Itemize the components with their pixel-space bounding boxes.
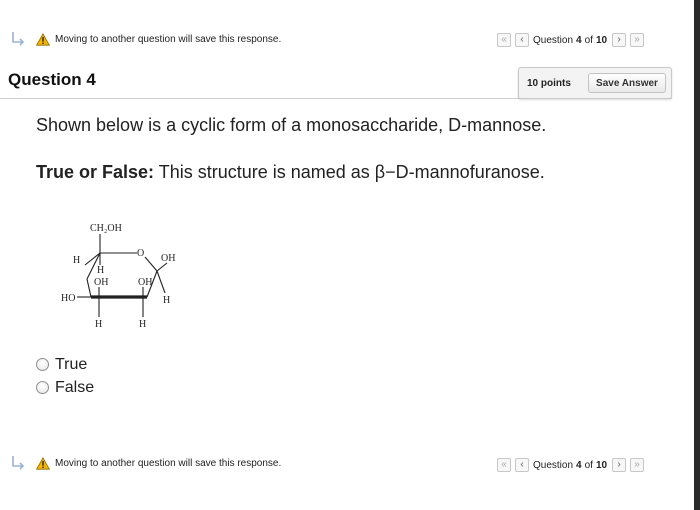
radio-false[interactable]	[36, 381, 49, 394]
question-counter: Question 4 of 10	[533, 34, 608, 46]
points-label: 10 points	[527, 78, 571, 89]
radio-true[interactable]	[36, 358, 49, 371]
oh-inner-left-label: OH	[94, 277, 109, 288]
bottom-save-notice	[10, 452, 281, 474]
option-false-label: False	[55, 378, 95, 396]
h-bottom-left-label: H	[95, 319, 103, 330]
next-question-button[interactable]: ›	[612, 33, 626, 47]
return-arrow-icon	[10, 455, 26, 471]
option-true[interactable]	[36, 353, 94, 376]
points-panel	[518, 67, 672, 99]
previous-question-button[interactable]: ‹	[515, 458, 529, 472]
h-bottom-right-label: H	[139, 319, 147, 330]
question-sentence-1: Shown below is a cyclic form of a monosaccharide, D-mannose.	[36, 115, 547, 135]
ring-oxygen-label: O	[137, 248, 145, 259]
first-question-button[interactable]: «	[497, 33, 511, 47]
question-title: Question 4	[8, 70, 96, 89]
question-counter: Question 4 of 10	[533, 459, 608, 471]
question-nav-bottom	[497, 458, 644, 472]
h-top-left-label: H	[73, 255, 81, 266]
option-false[interactable]	[36, 376, 94, 399]
save-notice-text: Moving to another question will save this response.	[55, 457, 282, 469]
save-answer-button[interactable]: Save Answer	[588, 73, 666, 93]
h-right-label: H	[163, 295, 171, 306]
true-false-label: True or False:	[36, 162, 155, 182]
mannofuranose-structure	[55, 215, 195, 335]
top-save-notice	[10, 28, 281, 50]
question-sentence-2: True or False: This structure is named as β−D-mannofuranose.	[36, 162, 545, 182]
oh-inner-right-label: OH	[138, 277, 153, 288]
last-question-button[interactable]: »	[630, 458, 644, 472]
question-header	[0, 66, 672, 99]
answer-options	[36, 353, 94, 399]
return-arrow-icon	[10, 31, 26, 47]
question-nav-top	[497, 33, 644, 47]
warning-icon	[36, 457, 50, 470]
previous-question-button[interactable]: ‹	[515, 33, 529, 47]
option-true-label: True	[55, 355, 88, 373]
window-edge	[694, 0, 700, 510]
first-question-button[interactable]: «	[497, 458, 511, 472]
h-inner-label: H	[97, 265, 105, 276]
oh-right-label: OH	[161, 253, 176, 264]
warning-icon	[36, 33, 50, 46]
ho-left-label: HO	[61, 293, 76, 304]
save-notice-text: Moving to another question will save this response.	[55, 33, 282, 45]
next-question-button[interactable]: ›	[612, 458, 626, 472]
last-question-button[interactable]: »	[630, 33, 644, 47]
ch2oh-label: CH₂OH	[90, 223, 122, 234]
question-body	[36, 114, 546, 183]
